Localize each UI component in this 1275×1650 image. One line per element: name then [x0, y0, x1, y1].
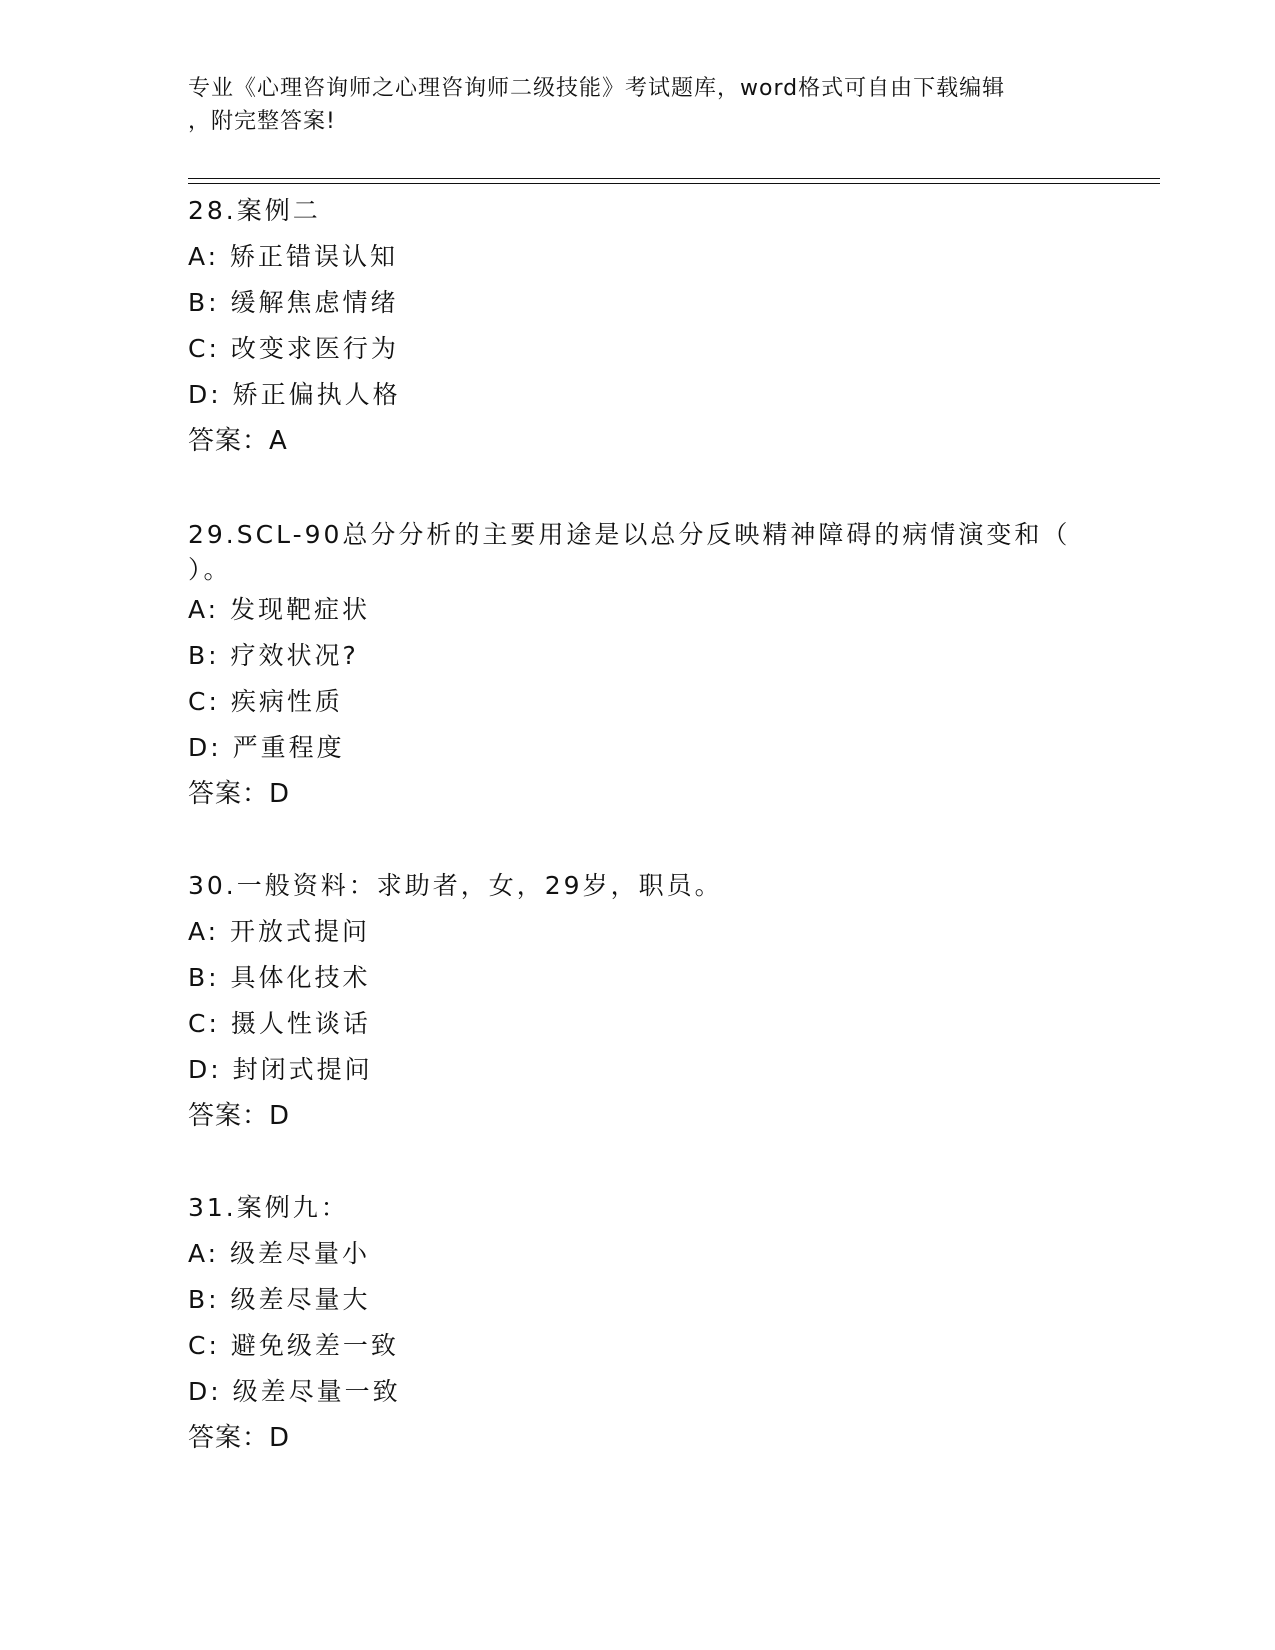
option-d: D: 级差尽量一致 [188, 1377, 401, 1406]
option-c: C: 摄人性谈话 [188, 1009, 371, 1038]
answer-line: 答案：D [188, 779, 291, 809]
question-stem: 31.案例九： [188, 1193, 349, 1222]
option-d: D: 封闭式提问 [188, 1055, 373, 1084]
question-spacer [188, 817, 1088, 863]
document-header [188, 72, 1088, 138]
question-spacer [188, 1139, 1088, 1185]
option-d: D: 严重程度 [188, 733, 345, 762]
option-a: A: 矫正错误认知 [188, 242, 399, 271]
question-stem: 29.SCL-90总分分析的主要用途是以总分反映精神障碍的病情演变和（ ）。 [188, 520, 1071, 584]
header-line-2: ，附完整答案! [188, 109, 336, 134]
header-line-1: 专业《心理咨询师之心理咨询师二级技能》考试题库，word格式可自由下载编辑 [188, 76, 1006, 101]
question-30 [188, 863, 1088, 1139]
option-d: D: 矫正偏执人格 [188, 380, 401, 409]
answer-line: 答案：D [188, 1101, 291, 1131]
option-a: A: 开放式提问 [188, 917, 371, 946]
question-29 [188, 510, 1088, 817]
question-28 [188, 188, 1088, 464]
question-spacer [188, 464, 1088, 510]
option-b: B: 疗效状况? [188, 641, 359, 670]
header-divider-top [188, 178, 1160, 179]
option-a: A: 级差尽量小 [188, 1239, 371, 1268]
option-c: C: 避免级差一致 [188, 1331, 399, 1360]
option-b: B: 级差尽量大 [188, 1285, 371, 1314]
option-b: B: 具体化技术 [188, 963, 371, 992]
question-list [188, 188, 1088, 1461]
answer-line: 答案：D [188, 1423, 291, 1453]
option-c: C: 疾病性质 [188, 687, 343, 716]
question-31 [188, 1185, 1088, 1461]
question-stem: 28.案例二 [188, 196, 321, 225]
header-divider-bottom [188, 183, 1160, 184]
option-b: B: 缓解焦虑情绪 [188, 288, 399, 317]
option-c: C: 改变求医行为 [188, 334, 399, 363]
option-a: A: 发现靶症状 [188, 595, 371, 624]
answer-line: 答案：A [188, 426, 288, 456]
question-stem: 30.一般资料：求助者，女，29岁，职员。 [188, 871, 723, 900]
